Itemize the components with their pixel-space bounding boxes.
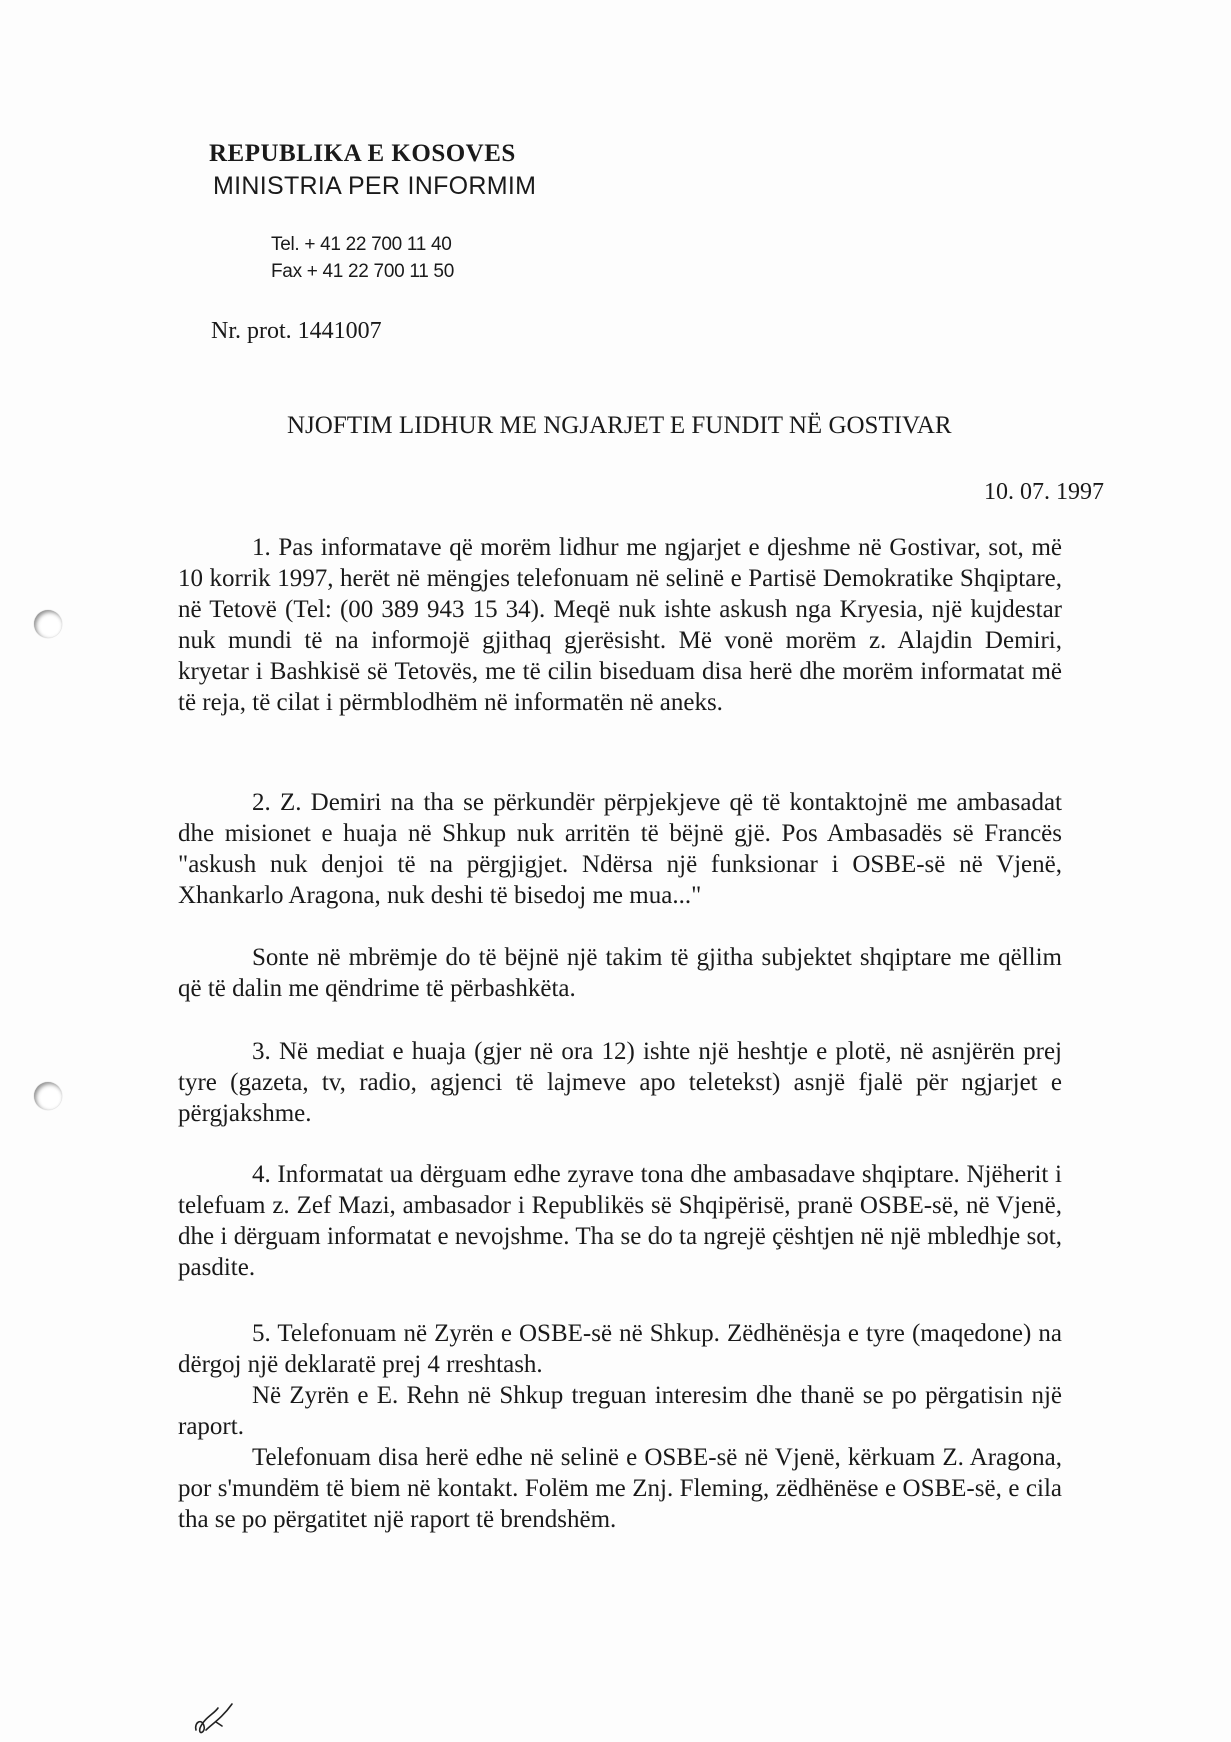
protocol-number: Nr. prot. 1441007 — [211, 318, 382, 344]
handwritten-initial-signature — [188, 1700, 248, 1740]
document-title: NJOFTIM LIDHUR ME NGJARJET E FUNDIT NË GOSTIVAR — [287, 412, 952, 439]
paragraph-5-continued: Në Zyrën e E. Rehn në Shkup treguan interesim dhe thanë se po përgatisin një raport. — [178, 1382, 1062, 1440]
paragraph-5-final: Telefonuam disa herë edhe në selinë e OSBE-së në Vjenë, kërkuam Z. Aragona, por s'mundëm të biem në kontakt. Folëm me Znj. Fleming, zëdhënëse e OSBE-së, e cila tha se po përgatitet një raport të brendshëm. — [178, 1444, 1062, 1533]
republic-heading: REPUBLIKA E KOSOVES — [209, 140, 516, 167]
paragraph-5: 5. Telefonuam në Zyrën e OSBE-së në Shkup. Zëdhënësja e tyre (maqedone) na dërgoj një deklaratë prej 4 rreshtash. — [178, 1320, 1062, 1378]
paragraph-4: 4. Informatat ua dërguam edhe zyrave tona dhe ambasadave shqiptare. Njëherit i telefuam z. Zef Mazi, ambasador i Republikës së Shqipërisë, pranë OSBE-së, në Vjenë, dhe i dërguam informatat e nevojshme. Tha se do ta ngrejë çështjen në një mbledhje sot, pasdite. — [178, 1161, 1062, 1281]
paragraph-2: 2. Z. Demiri na tha se përkundër përpjekjeve që të kontaktojnë me ambasadat dhe misionet e huaja në Shkup nuk arritën të bëjnë gjë. Pos Ambasadës së Francës "askush nuk denjoi të na përgjigjet. Ndërsa një funksionar i OSBE-së në Vjenë, Xhankarlo Aragona, nuk deshi të bisedoj me mua..." — [178, 789, 1062, 909]
fax-number: Fax + 41 22 700 11 50 — [271, 261, 454, 282]
ministry-heading: MINISTRIA PER INFORMIM — [213, 172, 537, 200]
punch-hole-upper — [34, 610, 62, 638]
paragraph-3: 3. Në mediat e huaja (gjer në ora 12) ishte një heshtje e plotë, në asnjërën prej tyre (gazeta, tv, radio, agjenci të lajmeve apo teletekst) asnjë fjalë për ngjarjet e përgjakshme. — [178, 1038, 1062, 1127]
paragraph-1: 1. Pas informatave që morëm lidhur me ngjarjet e djeshme në Gostivar, sot, më 10 korrik 1997, herët në mëngjes telefonuam në selinë e Partisë Demokratike Shqiptare, në Tetovë (Tel: (00 389 943 15 34). Meqë nuk ishte askush nga Kryesia, një kujdestar nuk mundi të na informojë gjithaq gjerësisht. Më vonë morëm z. Alajdin Demiri, kryetar i Bashkisë së Tetovës, me të cilin biseduam disa herë dhe morëm informatat më të reja, të cilat i përmblodhëm në informatën në aneks. — [178, 534, 1062, 716]
telephone-number: Tel. + 41 22 700 11 40 — [271, 234, 452, 255]
punch-hole-lower — [34, 1082, 62, 1110]
document-date: 10. 07. 1997 — [984, 479, 1104, 505]
paragraph-2-continued: Sonte në mbrëmje do të bëjnë një takim të gjitha subjektet shqiptare me qëllim që të dalin me qëndrime të përbashkëta. — [178, 944, 1062, 1002]
